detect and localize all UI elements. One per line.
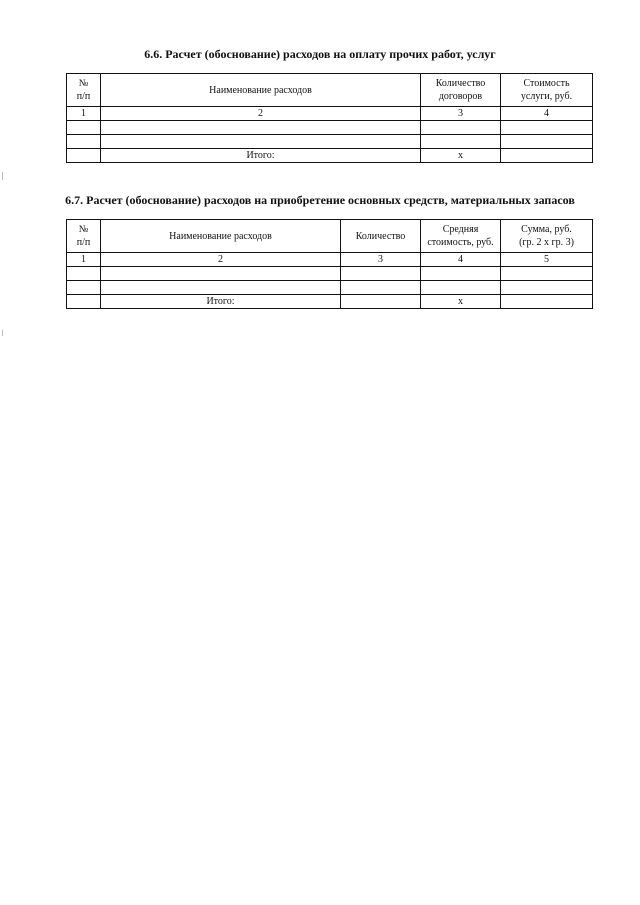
table-cell[interactable] [67, 281, 101, 295]
section-6-6-table [66, 73, 593, 163]
table-cell[interactable] [67, 149, 101, 163]
table-cell[interactable] [421, 135, 501, 149]
header-number-line2: п/п [76, 91, 91, 102]
column-number: 2 [101, 107, 421, 121]
table-cell[interactable] [67, 135, 101, 149]
header-service-cost [501, 74, 593, 107]
table-cell[interactable] [101, 267, 341, 281]
header-contract-count-line1: Количество [435, 78, 486, 89]
section-6-7-title: 6.7. Расчет (обоснование) расходов на приобретение основных средств, материальных запасов [65, 193, 575, 207]
table-cell[interactable] [501, 135, 593, 149]
table-cell[interactable] [501, 121, 593, 135]
total-label: Итого: [101, 295, 341, 309]
table-cell[interactable] [421, 121, 501, 135]
table-cell[interactable] [67, 267, 101, 281]
table-cell[interactable] [67, 295, 101, 309]
table-row [67, 267, 593, 281]
table-row [67, 281, 593, 295]
total-cost-cell[interactable] [501, 149, 593, 163]
header-number-line2: п/п [76, 237, 91, 248]
column-number: 5 [501, 253, 593, 267]
column-number-row [67, 107, 593, 121]
scan-edge-mark [2, 172, 3, 180]
header-sum [501, 220, 593, 253]
column-number: 4 [501, 107, 593, 121]
total-mark: x [421, 149, 501, 163]
header-contract-count [421, 74, 501, 107]
header-number [67, 74, 101, 107]
table-cell[interactable] [501, 267, 593, 281]
table-cell[interactable] [341, 281, 421, 295]
table-cell[interactable] [421, 281, 501, 295]
table-cell[interactable] [501, 281, 593, 295]
column-number: 4 [421, 253, 501, 267]
total-label: Итого: [101, 149, 421, 163]
header-sum-line1: Сумма, руб. [521, 224, 572, 235]
total-sum-cell[interactable] [501, 295, 593, 309]
column-number: 3 [421, 107, 501, 121]
header-service-cost-line2: услуги, руб. [520, 91, 573, 102]
header-contract-count-line2: договоров [438, 91, 483, 102]
header-number-line1: № [78, 78, 89, 89]
table-cell[interactable] [421, 267, 501, 281]
table-cell[interactable] [101, 135, 421, 149]
column-number: 1 [67, 253, 101, 267]
table-cell[interactable] [67, 121, 101, 135]
column-number: 2 [101, 253, 341, 267]
header-average-cost-line2: стоимость, руб. [427, 237, 494, 248]
header-expense-name: Наименование расходов [101, 220, 341, 253]
header-quantity: Количество [341, 220, 421, 253]
table-header-row [67, 74, 593, 107]
header-expense-name: Наименование расходов [101, 74, 421, 107]
table-cell[interactable] [101, 281, 341, 295]
total-row [67, 149, 593, 163]
table-header-row [67, 220, 593, 253]
header-average-cost [421, 220, 501, 253]
header-number-line1: № [78, 224, 89, 235]
column-number: 3 [341, 253, 421, 267]
header-average-cost-line1: Средняя [442, 224, 479, 235]
column-number-row [67, 253, 593, 267]
scan-edge-mark [2, 330, 3, 336]
table-row [67, 121, 593, 135]
column-number: 1 [67, 107, 101, 121]
header-service-cost-line1: Стоимость [523, 78, 570, 89]
total-row [67, 295, 593, 309]
total-quantity-cell[interactable] [341, 295, 421, 309]
section-6-7-table [66, 219, 593, 309]
total-mark: x [421, 295, 501, 309]
header-number [67, 220, 101, 253]
table-row [67, 135, 593, 149]
header-sum-line2: (гр. 2 x гр. 3) [519, 237, 574, 248]
table-cell[interactable] [101, 121, 421, 135]
table-cell[interactable] [341, 267, 421, 281]
section-6-6-title: 6.6. Расчет (обоснование) расходов на оплату прочих работ, услуг [144, 47, 496, 61]
